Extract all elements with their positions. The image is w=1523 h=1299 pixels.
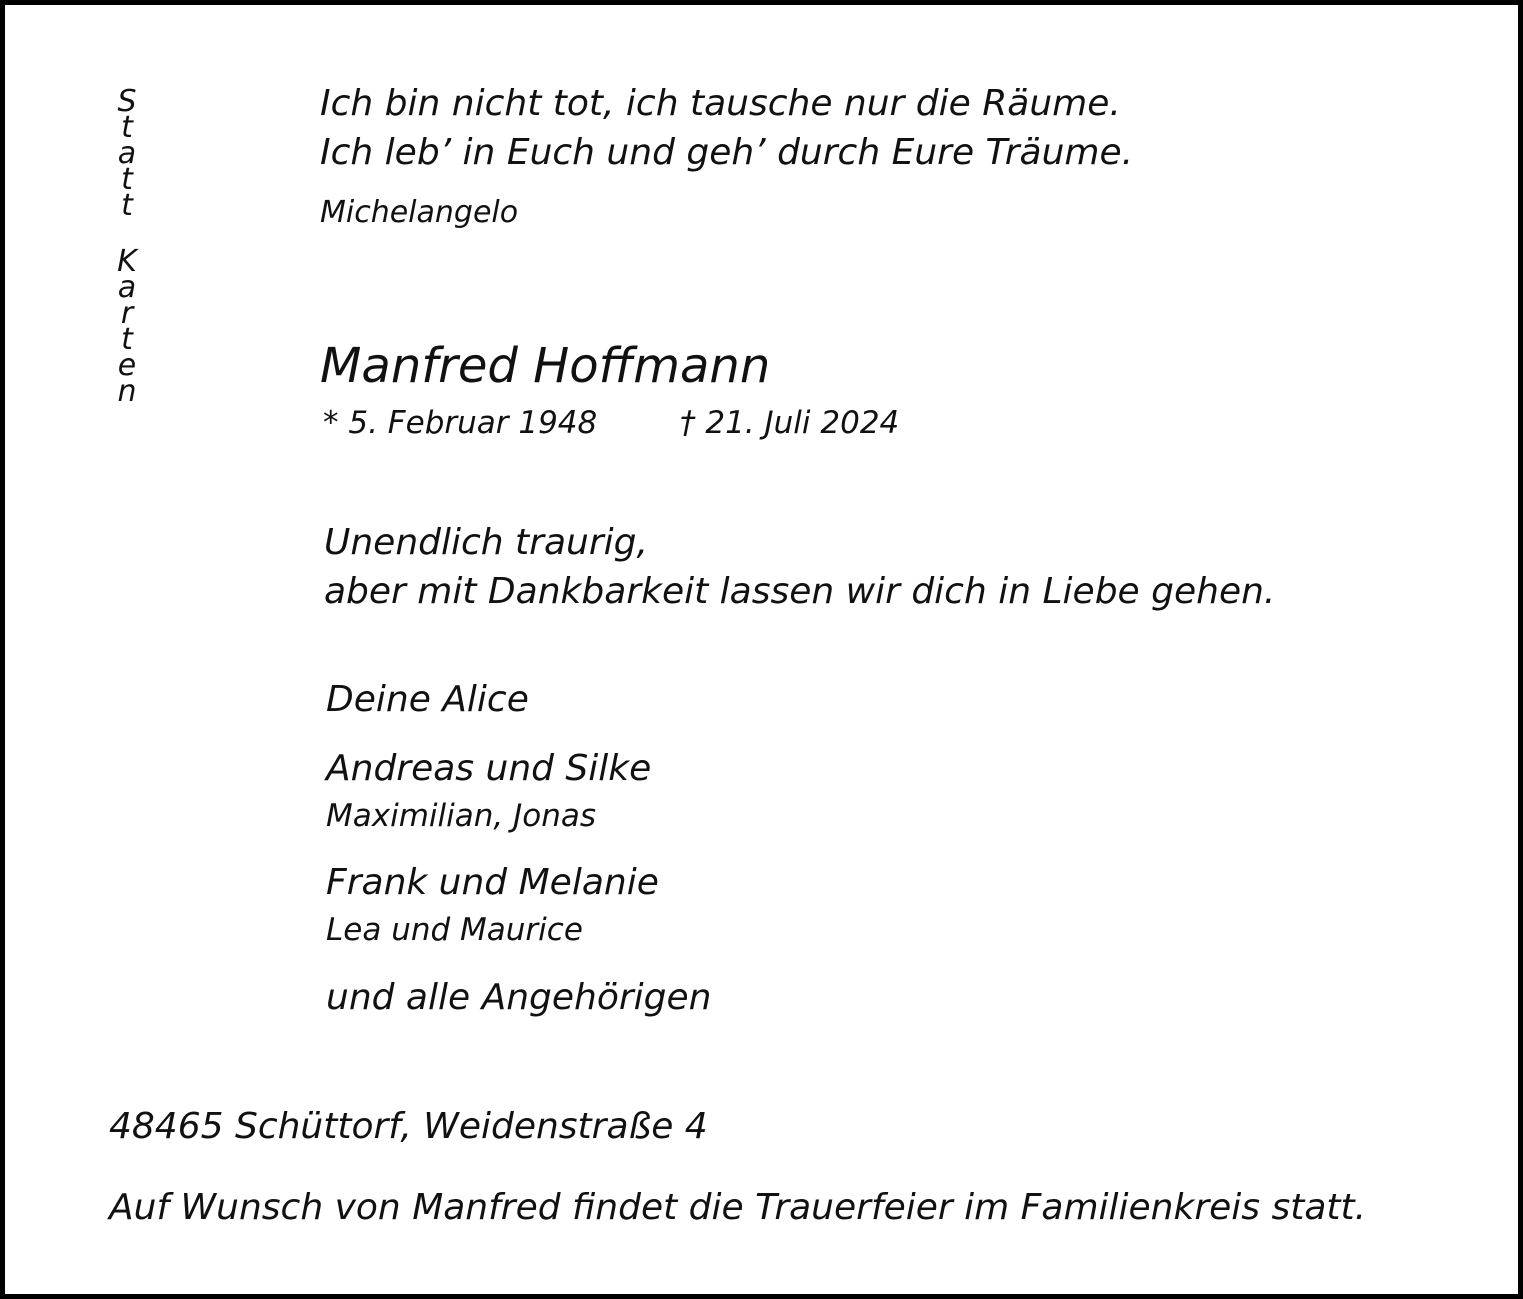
side-letter: t — [121, 322, 133, 357]
side-letter: n — [117, 374, 137, 409]
side-letter: t — [121, 188, 133, 223]
mourner-family-2: Frank und Melanie — [326, 862, 659, 903]
quote-author: Michelangelo — [320, 195, 519, 230]
side-letter: t — [121, 110, 133, 145]
side-letter: a — [117, 270, 137, 305]
side-letter: t — [121, 162, 133, 197]
quote-line-1: Ich bin nicht tot, ich tausche nur die Räume. — [320, 83, 1121, 124]
mourner-spouse: Deine Alice — [326, 679, 529, 720]
message-line-2: aber mit Dankbarkeit lassen wir dich in Liebe gehen. — [324, 571, 1276, 612]
mourner-others: und alle Angehörigen — [326, 977, 712, 1018]
message-line-1: Unendlich traurig, — [324, 522, 648, 563]
side-letter: a — [117, 136, 137, 171]
address: 48465 Schüttorf, Weidenstraße 4 — [109, 1106, 708, 1147]
statt-karten-label — [114, 84, 140, 409]
mourner-family-2-children: Lea und Maurice — [326, 912, 583, 948]
deceased-name: Manfred Hoffmann — [320, 338, 771, 394]
mourner-family-1-children: Maximilian, Jonas — [326, 798, 596, 834]
mourner-family-1: Andreas und Silke — [326, 748, 652, 789]
death-date: † 21. Juli 2024 — [680, 405, 900, 441]
side-letter: S — [117, 84, 137, 119]
funeral-note: Auf Wunsch von Manfred findet die Trauerfeier im Familienkreis statt. — [109, 1187, 1367, 1228]
side-letter: e — [117, 348, 137, 383]
quote-line-2: Ich leb’ in Euch und geh’ durch Eure Träume. — [320, 132, 1134, 173]
side-letter: K — [117, 244, 137, 279]
side-letter: r — [120, 296, 134, 331]
birth-date: * 5. Februar 1948 — [323, 405, 598, 441]
